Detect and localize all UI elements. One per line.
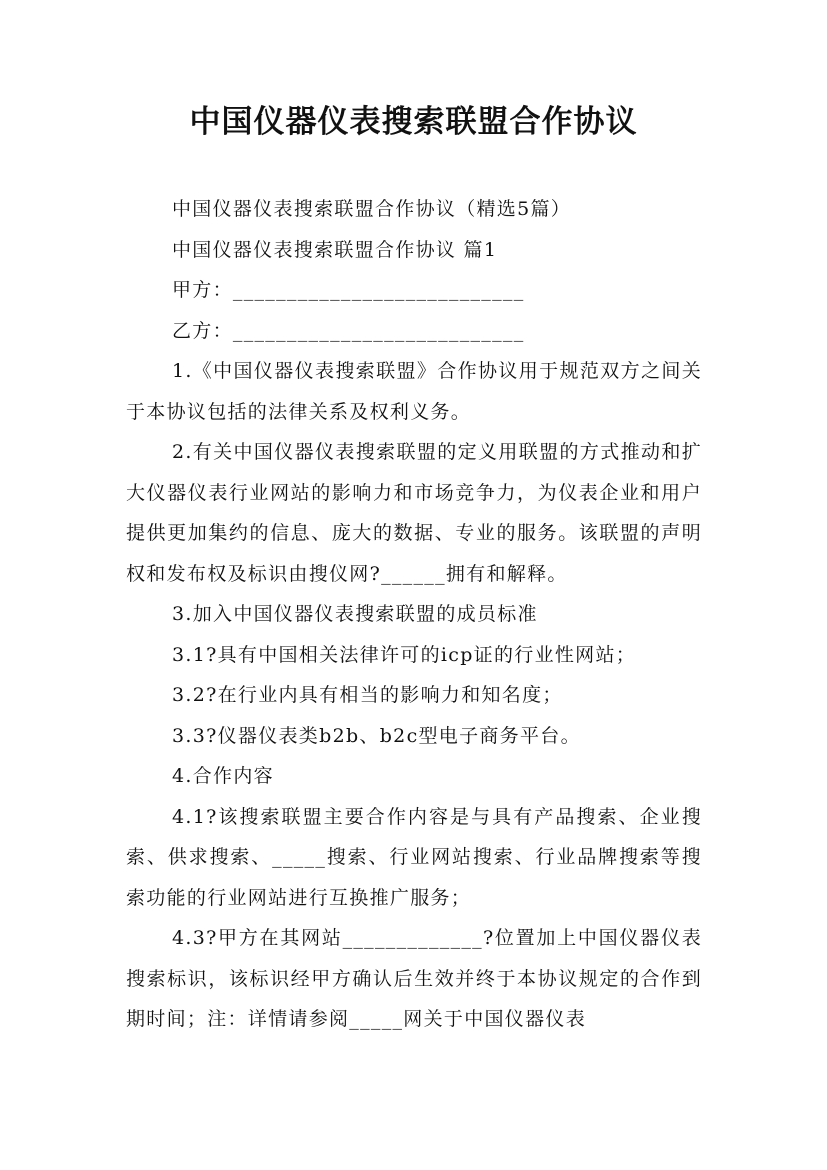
- paragraph-clause-4-3: 4.3?甲方在其网站_____________?位置加上中国仪器仪表搜索标识，该标识经甲方确认后生效并终于本协议规定的合作到期时间；注：详情请参阅_____网关于中国仪器仪表: [126, 927, 702, 1030]
- paragraph-section-heading: 中国仪器仪表搜索联盟合作协议 篇1: [172, 238, 498, 261]
- paragraph-clause-3-1: 3.1?具有中国相关法律许可的icp证的行业性网站；: [172, 643, 637, 666]
- paragraph-subtitle: 中国仪器仪表搜索联盟合作协议（精选5篇）: [172, 198, 572, 220]
- paragraph-clause-1: 1.《中国仪器仪表搜索联盟》合作协议用于规范双方之间关于本协议包括的法律关系及权利义务。: [126, 360, 702, 423]
- paragraph-clause-3-2: 3.2?在行业内具有相当的影响力和知名度；: [172, 684, 563, 706]
- paragraph-clause-2: 2.有关中国仪器仪表搜索联盟的定义用联盟的方式推动和扩大仪器仪表行业网站的影响力和市场竞争力，为仪表企业和用户提供更加集约的信息、庞大的数据、专业的服务。该联盟的声明权和发布权及标识由搜仪网?______拥有和解释。: [126, 441, 702, 585]
- document-body: [126, 189, 702, 1040]
- paragraph-clause-4: 4.合作内容: [172, 765, 274, 787]
- paragraph-party-b: 乙方：___________________________: [172, 319, 525, 342]
- paragraph-clause-3: 3.加入中国仪器仪表搜索联盟的成员标准: [172, 603, 538, 625]
- paragraph-clause-4-1: 4.1?该搜索联盟主要合作内容是与具有产品搜索、企业搜索、供求搜索、_____搜索、行业网站搜索、行业品牌搜索等搜索功能的行业网站进行互换推广服务；: [126, 805, 702, 909]
- paragraph-party-a: 甲方：___________________________: [172, 279, 525, 301]
- document-title: 中国仪器仪表搜索联盟合作协议: [189, 104, 638, 140]
- paragraph-clause-3-3: 3.3?仪器仪表类b2b、b2c型电子商务平台。: [172, 724, 581, 747]
